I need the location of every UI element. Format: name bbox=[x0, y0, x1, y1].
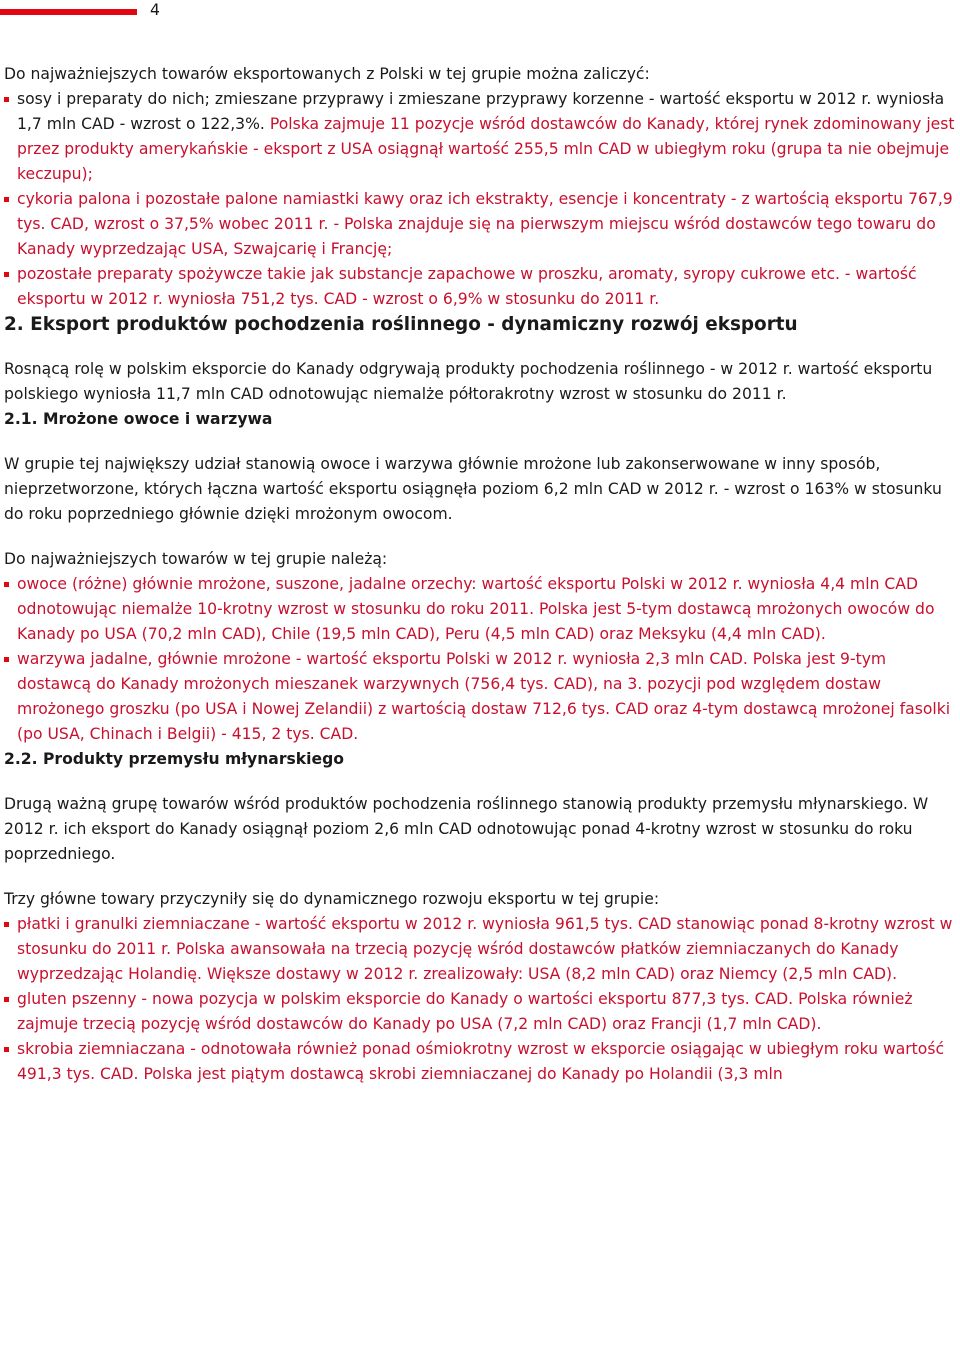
list-item-highlight: Polska zajmuje 11 pozycje wśród dostawców do Kanady, której rynek zdominowany jest przez produkty amerykańskie - eksport z USA osiągnął wartość 255,5 mln CAD w ubiegłym roku (grupa ta nie obejmuje keczupu); bbox=[17, 115, 955, 183]
list-item-highlight: gluten pszenny - nowa pozycja w polskim eksporcie do Kanady o wartości eksportu 877,3 tys. CAD. Polska również zajmuje trzecią pozycję wśród dostawców do Kanady po USA (7,2 mln CAD) oraz Francji (1,7 mln CAD). bbox=[17, 990, 913, 1033]
milling-goods-list bbox=[4, 912, 956, 1087]
list-item-text: sosy i preparaty do nich; zmieszane przyprawy i zmieszane przyprawy korzenne - wartość eksportu w 2012 r. wyniosła 1,7 mln CAD - wzrost o 122,3%. bbox=[17, 90, 945, 133]
list-item bbox=[4, 912, 956, 987]
list-item bbox=[4, 187, 956, 262]
bullet-marker bbox=[4, 1047, 9, 1052]
bullet-marker bbox=[4, 197, 9, 202]
section-2-2-heading: 2.2. Produkty przemysłu młynarskiego bbox=[4, 750, 344, 768]
bullet-marker bbox=[4, 582, 9, 587]
list-item-highlight: pozostałe preparaty spożywcze takie jak substancje zapachowe w proszku, aromaty, syropy cukrowe etc. - wartość eksportu w 2012 r. wyniosła 751,2 tys. CAD - wzrost o 6,9% w stosunku do 2011 r. bbox=[17, 265, 917, 308]
header-accent-bar bbox=[0, 9, 137, 15]
list-item bbox=[4, 647, 956, 747]
list-item-highlight: skrobia ziemniaczana - odnotowała również ponad ośmiokrotny wzrost w eksporcie osiągając w ubiegłym roku wartość 491,3 tys. CAD. Polska jest piątym dostawcą skrobi ziemniaczanej do Kanady po Holandii (3,3 mln bbox=[17, 1040, 945, 1083]
section-2-2-intro: Trzy główne towary przyczyniły się do dynamicznego rozwoju eksportu w tej grupie: bbox=[4, 890, 660, 908]
intro-paragraph: Do najważniejszych towarów eksportowanych z Polski w tej grupie można zaliczyć: bbox=[4, 65, 650, 83]
section-2-1-heading: 2.1. Mrożone owoce i warzywa bbox=[4, 410, 273, 428]
bullet-marker bbox=[4, 922, 9, 927]
section-2-2-paragraph: Drugą ważną grupę towarów wśród produktów pochodzenia roślinnego stanowią produkty przemysłu młynarskiego. W 2012 r. ich eksport do Kanady osiągnął poziom 2,6 mln CAD odnotowując ponad 4-krotny wzrost w stosunku do roku poprzedniego. bbox=[4, 795, 929, 863]
section-2-heading: 2. Eksport produktów pochodzenia roślinnego - dynamiczny rozwój eksportu bbox=[4, 314, 798, 335]
bullet-marker bbox=[4, 97, 9, 102]
list-item bbox=[4, 262, 956, 312]
list-item-highlight: warzywa jadalne, głównie mrożone - wartość eksportu Polski w 2012 r. wyniosła 2,3 mln CAD. Polska jest 9-tym dostawcą do Kanady mrożonych mieszanek warzywnych (756,4 tys. CAD), na 3. pozycji pod względem dostaw mrożonego groszku (po USA i Nowej Zelandii) z wartością dostaw 712,6 tys. CAD oraz 4-tym dostawcą mrożonej fasolki (po USA, Chinach i Belgii) - 415, 2 tys. CAD. bbox=[17, 650, 951, 743]
list-item bbox=[4, 87, 956, 187]
page-header bbox=[0, 0, 960, 24]
document-body bbox=[4, 62, 956, 1087]
list-item bbox=[4, 1037, 956, 1087]
section-2-1-paragraph: W grupie tej największy udział stanowią owoce i warzywa głównie mrożone lub zakonserwowane w inny sposób, nieprzetworzone, których łączna wartość eksportu osiągnęła poziom 6,2 mln CAD w 2012 r. - wzrost o 163% w stosunku do roku poprzedniego głównie dzięki mrożonym owocom. bbox=[4, 455, 942, 523]
section-2-1-intro: Do najważniejszych towarów w tej grupie należą: bbox=[4, 550, 388, 568]
bullet-marker bbox=[4, 272, 9, 277]
list-item-highlight: owoce (różne) głównie mrożone, suszone, jadalne orzechy: wartość eksportu Polski w 2012 r. wyniosła 4,4 mln CAD odnotowując niemalże 10-krotny wzrost w stosunku do roku 2011. Polska jest 5-tym dostawcą mrożonych owoców do Kanady po USA (70,2 mln CAD), Chile (19,5 mln CAD), Peru (4,5 mln CAD) oraz Meksyku (4,4 mln CAD). bbox=[17, 575, 935, 643]
list-item bbox=[4, 572, 956, 647]
section-2-paragraph: Rosnącą rolę w polskim eksporcie do Kanady odgrywają produkty pochodzenia roślinnego - w 2012 r. wartość eksportu polskiego wyniosła 11,7 mln CAD odnotowując niemalże półtorakrotny wzrost w stosunku do 2011 r. bbox=[4, 360, 933, 403]
page-number: 4 bbox=[150, 1, 160, 19]
export-goods-list bbox=[4, 87, 956, 312]
list-item-highlight: płatki i granulki ziemniaczane - wartość eksportu w 2012 r. wyniosła 961,5 tys. CAD stanowiąc ponad 8-krotny wzrost w stosunku do 2011 r. Polska awansowała na trzecią pozycję wśród dostawców płatków ziemniaczanych do Kanady wyprzedzając Holandię. Większe dostawy w 2012 r. zrealizowały: USA (8,2 mln CAD) oraz Niemcy (2,5 mln CAD). bbox=[17, 915, 953, 983]
list-item-highlight: cykoria palona i pozostałe palone namiastki kawy oraz ich ekstrakty, esencje i koncentraty - z wartością eksportu 767,9 tys. CAD, wzrost o 37,5% wobec 2011 r. - Polska znajduje się na pierwszym miejscu wśród dostawców tego towaru do Kanady wyprzedzając USA, Szwajcarię i Francję; bbox=[17, 190, 953, 258]
frozen-goods-list bbox=[4, 572, 956, 747]
list-item bbox=[4, 987, 956, 1037]
bullet-marker bbox=[4, 657, 9, 662]
bullet-marker bbox=[4, 997, 9, 1002]
